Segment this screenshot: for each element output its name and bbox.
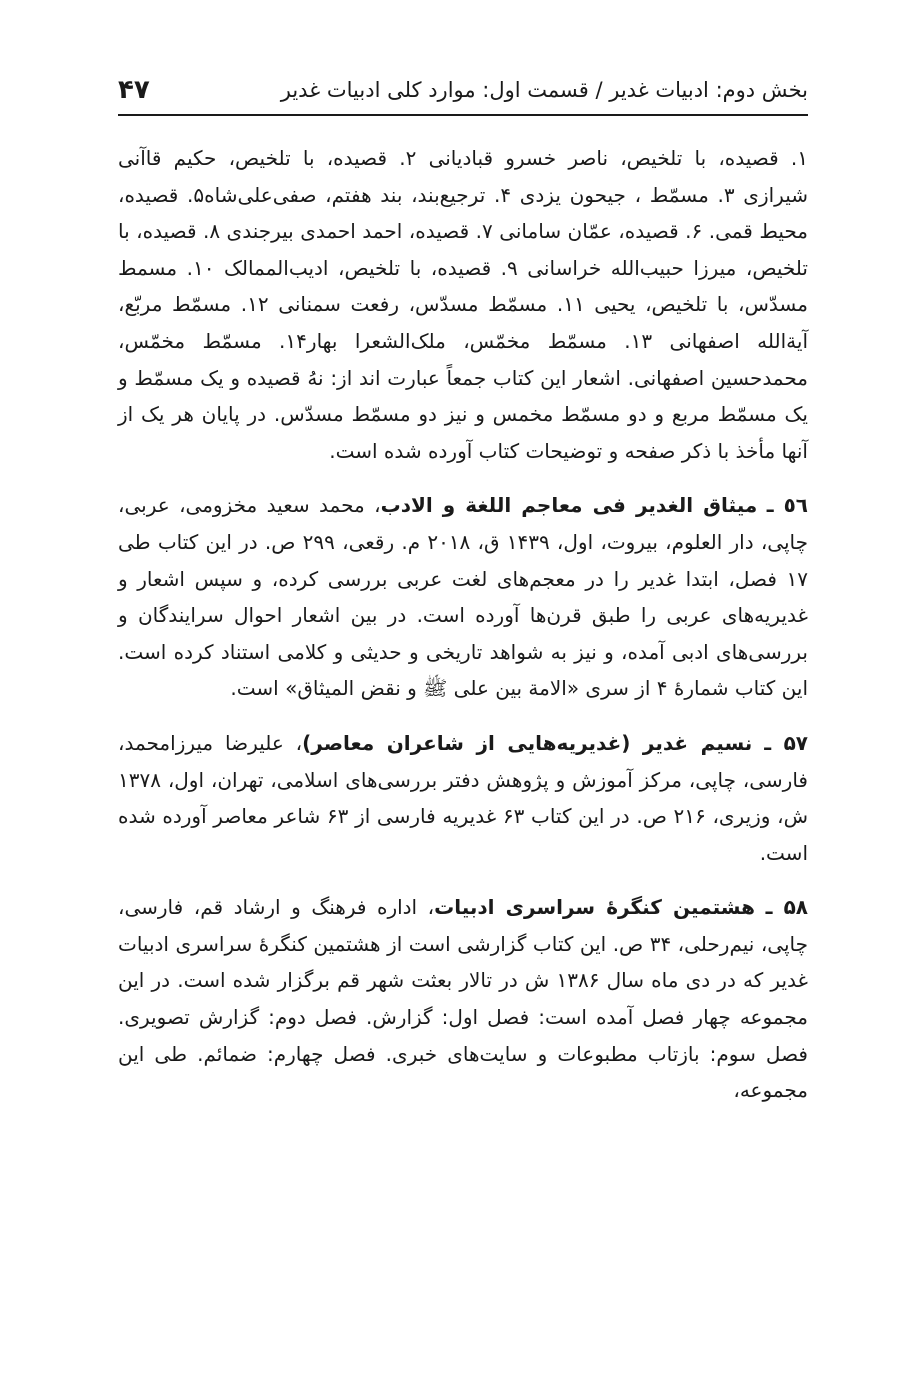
entry-56: [118, 487, 808, 707]
entry-body: ، اداره فرهنگ و ارشاد قم، فارسی، چاپی، نیم‌رحلی، ۳۴ ص. این کتاب گزارشی است از هشتمین کنگرهٔ سراسری ادبیات غدیر که در دی ماه سال ۱۳۸۶ ش در تالار بعثت شهر قم برگزار شده است. در این مجموعه چهار فصل آمده است: فصل اول: گزارش. فصل دوم: گزارش تصویری. فصل سوم: بازتاب مطبوعات و سایت‌های خبری. فصل چهارم: ضمائم. طی این مجموعه،: [118, 895, 808, 1103]
entry-body: ، علیرضا میرزامحمد، فارسی، چاپی، مرکز آموزش و پژوهش دفتر بررسی‌های اسلامی، تهران، اول، ۱۳۷۸ ش، وزیری، ۲۱۶ ص. در این کتاب ۶۳ غدیریه فارسی از ۶۳ شاعر معاصر آورده شده است.: [118, 730, 808, 865]
page-body: [118, 140, 808, 1127]
running-head: بخش دوم: ادبیات غدیر / قسمت اول: موارد کلی ادبیات غدیر: [280, 78, 808, 102]
entry-57: [118, 725, 808, 871]
intro-paragraph: ۱. قصیده، با تلخیص، ناصر خسرو قبادیانی ۲. قصیده، با تلخیص، حکیم قاآنی شیرازی ۳. مسمّط ، جیحون یزدی ۴. ترجیع‌بند، بند هفتم، صفی‌علی‌شاه۵. قصیده، محیط قمی. ۶. قصیده، عمّان سامانی ۷. قصیده، احمد احمدی بیرجندی ۸. قصیده، با تلخیص، میرزا حبیب‌الله خراسانی ۹. قصیده، با تلخیص، ادیب‌الممالک ۱۰. مسمط مسدّس، با تلخیص، یحیی ۱۱. مسمّط مسدّس، رفعت سمنانی ۱۲. مسمّط مربّع، آیة‌الله اصفهانی ۱۳. مسمّط مخمّس، ملک‌الشعرا بهار۱۴. مسمّط مخمّس، محمدحسین اصفهانی. اشعار این کتاب جمعاً عبارت اند از: نهُ قصیده و یک مسمّط و یک مسمّط مربع و دو مسمّط مخمس و نیز دو مسمّط مسدّس. در پایان هر یک از آنها مأخذ با ذکر صفحه و توضیحات کتاب آورده شده است.: [118, 146, 809, 463]
entry-title: میثاق الغدیر فی معاجم اللغة و الادب: [380, 493, 758, 518]
entry-title: هشتمین کنگرهٔ سراسری ادبیات: [434, 895, 756, 920]
entry-number: ٥٦ ـ: [766, 493, 808, 518]
page-header: [118, 72, 808, 116]
entry-number: ۵۷ ـ: [764, 730, 809, 755]
entry-body: ، محمد سعید مخزومی، عربی، چاپی، دار العلوم، بیروت، اول، ۱۴۳۹ ق، ۲۰۱۸ م. رقعی، ۲۹۹ ص. در این کتاب طی ۱۷ فصل، ابتدا غدیر را در معجم‌های لغت عربی بررسی کرده، و سپس اشعار و غدیریه‌های عربی را طبق قرن‌ها آورده است. در بین اشعار احوال سرایندگان و بررسی‌های ادبی آمده، و نیز به شواهد تاریخی و حدیثی و کلامی استناد کرده است. این کتاب شمارهٔ ۴ از سری «الامة بین علی ﷺ و نقض المیثاق» است.: [118, 493, 808, 701]
entry-58: [118, 889, 808, 1109]
entry-number: ۵۸ ـ: [765, 895, 808, 920]
entry-title: نسیم غدیر (غدیریه‌هایی از شاعران معاصر): [302, 730, 753, 755]
page-number: ۴۷: [118, 75, 150, 105]
